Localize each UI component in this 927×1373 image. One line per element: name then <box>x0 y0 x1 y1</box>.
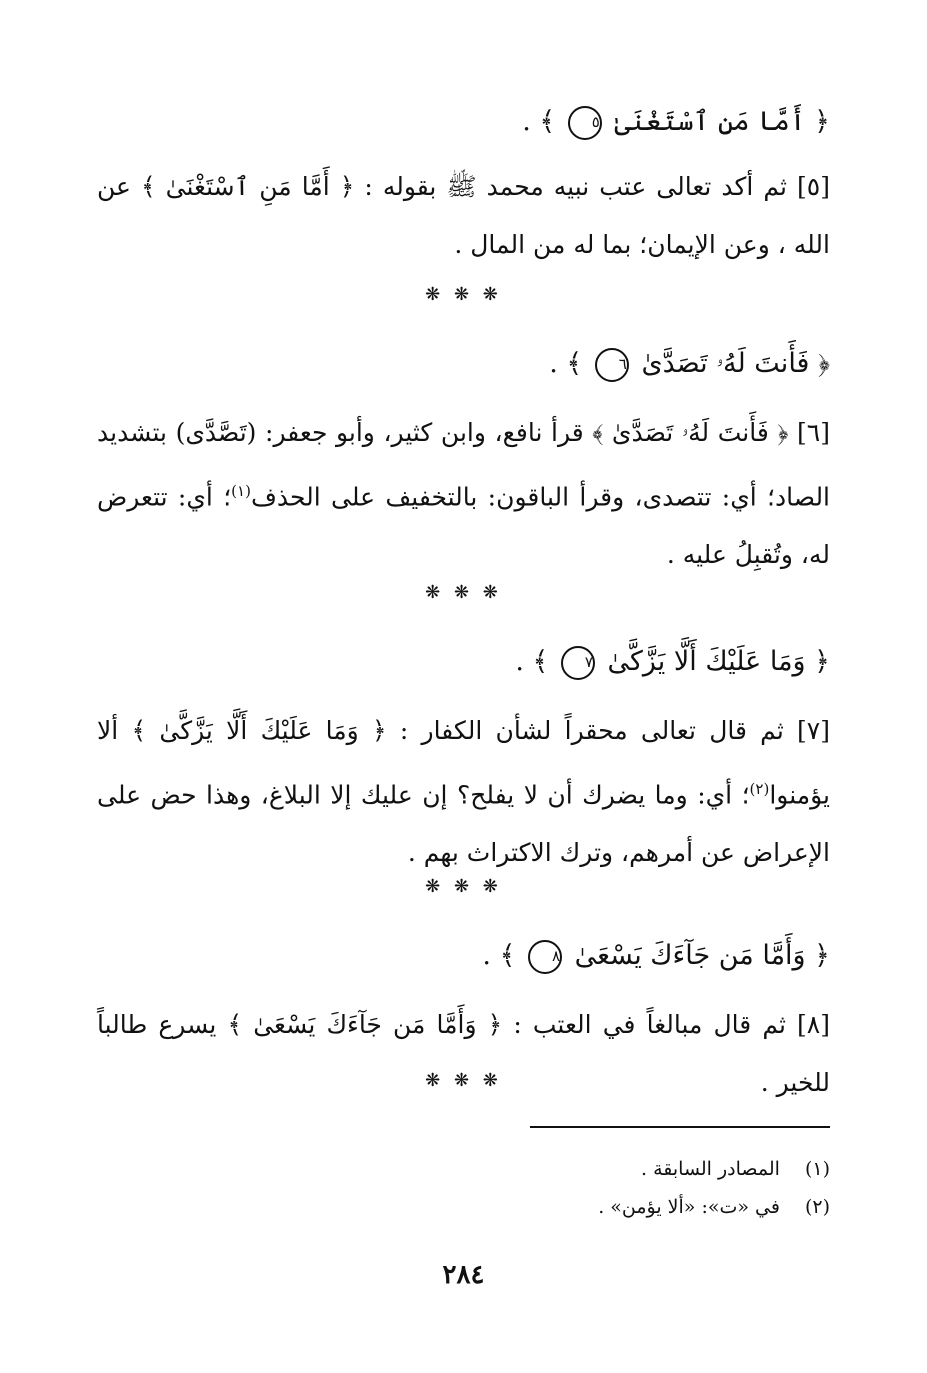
footnote-text: المصادر السابقة . <box>640 1158 780 1180</box>
verse-text: ﴿ وَأَمَّا مَن جَآءَكَ يَسْعَىٰ <box>574 940 830 971</box>
paragraph-text-tail: ؛ أي: تتعرض له، وتُقبِلُ عليه . <box>97 482 830 570</box>
section-divider-stars: ❋ ❋ ❋ <box>425 1070 502 1091</box>
ayah-number-marker: ٥ <box>568 106 602 140</box>
verse-text: ﴿ وَمَا عَلَيْكَ أَلَّا يَزَّكَّىٰ <box>607 646 830 677</box>
commentary-paragraph-5 <box>97 158 830 274</box>
footnote-ref: (١) <box>231 482 251 500</box>
ayah-number-marker: ٦ <box>595 348 629 382</box>
footnote-1 <box>97 1150 830 1188</box>
footnote-number: (٢) <box>804 1196 830 1218</box>
section-divider-stars: ❋ ❋ ❋ <box>425 582 502 603</box>
footnote-separator <box>530 1126 830 1128</box>
quran-verse-8 <box>97 934 830 978</box>
footnote-number: (١) <box>804 1158 830 1180</box>
verse-close: ﴾ . <box>549 348 583 379</box>
paragraph-text: [٧] ثم قال تعالى محقراً لشأن الكفار : ﴿ وَمَا عَلَيْكَ أَلَّا يَزَّكَّىٰ ﴾ ألا يؤمنوا <box>97 716 830 810</box>
quran-verse-7 <box>97 640 830 684</box>
footnote-2 <box>97 1188 830 1226</box>
commentary-paragraph-8 <box>97 996 830 1112</box>
commentary-paragraph-7 <box>97 702 830 882</box>
verse-text: ﴿ أَمَّا مَنِ ٱسْتَغْنَىٰ <box>614 106 830 137</box>
paragraph-text: [٨] ثم قال مبالغاً في العتب : ﴿ وَأَمَّا مَن جَآءَكَ يَسْعَىٰ ﴾ يسرع طالباً للخير . <box>97 1010 830 1097</box>
footnote-ref: (٢) <box>749 780 770 798</box>
paragraph-text: [٦] ﴿ فَأَنتَ لَهُۥ تَصَدَّىٰ ﴾ قرأ نافع، وابن كثير، وأبو جعفر: (تَصَّدَّى) بتشديد الصاد؛ أي: تتصدى، وقرأ الباقون: بالتخفيف على الحذف <box>97 418 831 512</box>
footnotes <box>97 1150 830 1226</box>
page-number: ٢٨٤ <box>442 1260 485 1290</box>
ayah-number-marker: ٨ <box>528 940 562 974</box>
paragraph-text: [٥] ثم أكد تعالى عتب نبيه محمد ﷺ بقوله : ﴿ أَمَّا مَنِ ٱسْتَغْنَىٰ ﴾ عن الله ، وعن الإيمان؛ بما له من المال . <box>97 172 830 259</box>
section-divider-stars: ❋ ❋ ❋ <box>425 876 502 897</box>
commentary-paragraph-6 <box>97 404 830 584</box>
section-divider-stars: ❋ ❋ ❋ <box>425 284 502 305</box>
verse-close: ﴾ . <box>482 940 516 971</box>
footnote-text: في «ت»: «ألا يؤمن» . <box>598 1196 780 1218</box>
verse-text: ﴿ فَأَنتَ لَهُۥ تَصَدَّىٰ <box>641 348 830 379</box>
quran-verse-6 <box>97 342 830 386</box>
ayah-number-marker: ٧ <box>561 646 595 680</box>
quran-verse-5 <box>97 100 830 144</box>
paragraph-text-tail: ؛ أي: وما يضرك أن لا يفلح؟ إن عليك إلا البلاغ، وهذا حض على الإعراض عن أمرهم، وترك الاكتراث بهم . <box>97 780 830 868</box>
verse-close: ﴾ . <box>515 646 549 677</box>
verse-close: ﴾ . <box>522 106 556 137</box>
